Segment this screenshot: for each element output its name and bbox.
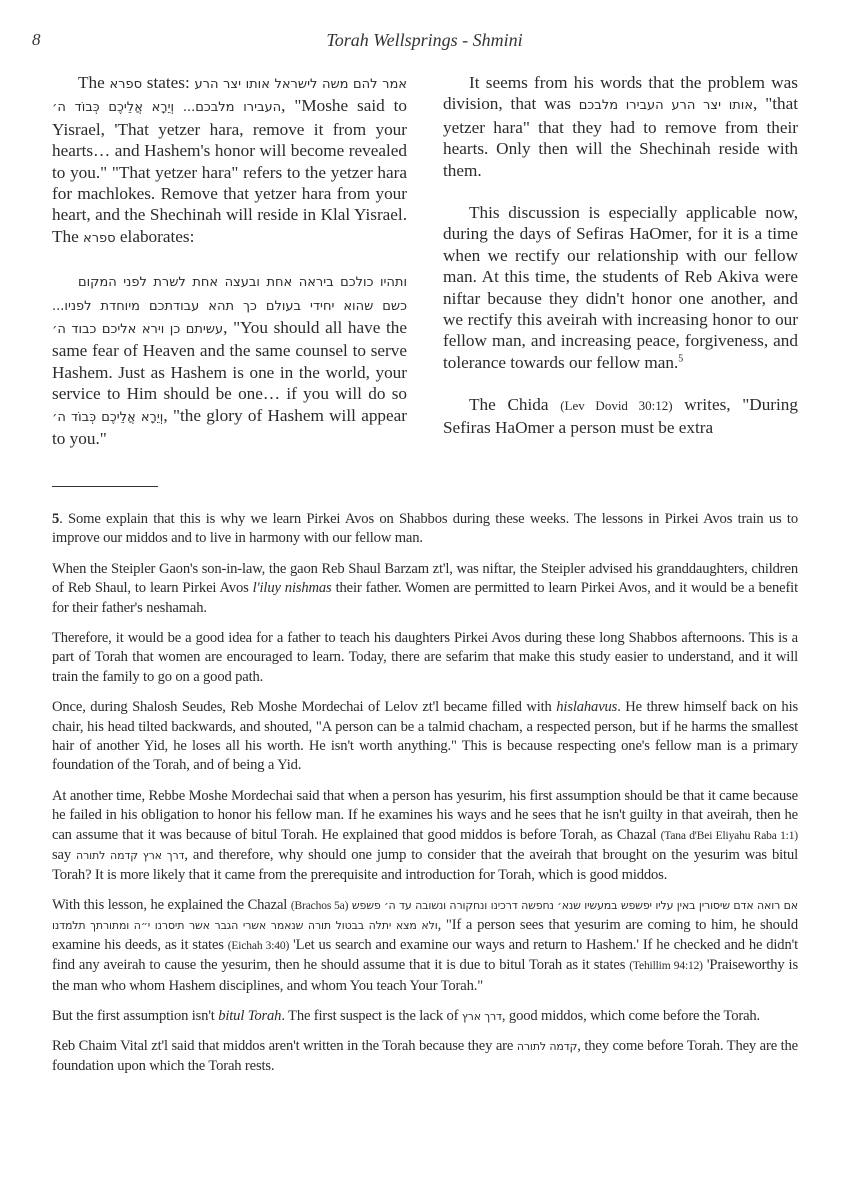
text: , good middos, which come before the Torah.	[501, 1007, 761, 1024]
italic-term: bitul Torah	[218, 1007, 282, 1024]
text: states:	[142, 73, 195, 92]
footnote-paragraph-steipler	[52, 560, 798, 618]
text: , "that yetzer hara" that they had to remove from their hearts. Only then will the Shechinah reside with them.	[443, 94, 798, 180]
paragraph-sifra-states	[52, 72, 407, 249]
footnote-number: 5	[52, 511, 60, 527]
hebrew-quote: וְיֵרָא אֲלֵיכֶם כְּבוֹד ה׳	[52, 409, 164, 425]
text: . Some explain that this is why we learn Pirkei Avos on Shabbos during these weeks. The lessons in Pirkei Avos train us to improve our middos and to live in harmony with our fellow man.	[52, 511, 798, 547]
page-header	[0, 30, 849, 54]
text: elaborates:	[115, 226, 195, 246]
italic-term: hislahavus	[556, 699, 618, 716]
text: Once, during Shalosh Seudes, Reb Moshe Mordechai of Lelov zt'l became filled with	[52, 699, 557, 716]
footnote-paragraph-first-assumption	[52, 1007, 798, 1026]
text: Reb Chaim Vital zt'l said that middos aren't written in the Torah because they are	[52, 1038, 517, 1055]
text: At another time, Rebbe Moshe Mordechai said that when a person has yesurim, his first assumption should be that it came because he failed in his obligation to honor his fellow man. If he examines his ways and he sees that he isn't guilty in that aveirah, then he can assume that it was because of bitul Torah. He explained that good middos is before Torah, as Chazal	[52, 787, 798, 843]
text: . The first suspect is the lack of	[281, 1007, 462, 1024]
text: When the Steipler Gaon's son-in-law, the gaon Reb Shaul Barzam zt'l, was niftar, the Steipler advised his granddaughters, children of Reb Shaul, to learn Pirkei Avos	[52, 560, 798, 597]
hebrew-quote: דרך ארץ	[461, 1009, 502, 1023]
text: , "Moshe said to Yisrael, 'That yetzer hara, remove it from your hearts… and Hashem's honor will become revealed to you." "That yetzer hara" refers to the yetzer hara for machlokes. Remove that yetzer hara from your heart, and the Shechinah will reside in Klal Yisrael. The	[52, 96, 407, 246]
text: , they come before Torah. They are the foundation upon which the Torah rests.	[52, 1038, 799, 1074]
footnote-paragraph-chaim-vital	[52, 1037, 798, 1076]
hebrew-quote: אותו יצר הרע העבירו מלבכם	[578, 98, 754, 114]
text: With this lesson, he explained the Chazal	[52, 896, 291, 913]
paragraph-problem-division	[443, 72, 798, 181]
citation: (Lev Dovid 30:12)	[560, 398, 673, 414]
left-column	[52, 72, 407, 471]
text: The Chida	[469, 395, 561, 415]
footnote-paragraph-yesurim	[52, 787, 798, 885]
paragraph-sifra-elaborates	[52, 270, 407, 449]
italic-term: l'iluy nishmas	[252, 580, 332, 597]
citation: (Eichah 3:40)	[227, 939, 290, 952]
paragraph-sefiras-haomer	[443, 202, 798, 373]
text: , and therefore, why should one jump to consider that the aveirah that brought on the yesurim was bitul Torah? It is more likely that it came from the prerequisite and introduction for Torah, which is good middos.	[52, 847, 799, 883]
hebrew-quote: דרך ארץ קדמה לתורה	[76, 849, 185, 863]
hebrew-quote: קדמה לתורה	[516, 1040, 578, 1054]
text: , "If a person sees that yesurim are coming to him, he should examine his deeds, as it states	[52, 917, 798, 953]
text: writes, "During Sefiras HaOmer a person must be extra	[443, 395, 798, 437]
hebrew-quote: אמר להם משה לישראל אותו יצר הרע העבירו מלבכם... וְיֵרָא אֲלֵיכֶם כְּבוֹד ה׳	[52, 77, 407, 116]
text: The	[78, 73, 110, 92]
footnote-paragraph-therefore: Therefore, it would be a good idea for a father to teach his daughters Pirkei Avos during these long Shabbos afternoons. This is a part of Torah that women are encouraged to learn. Today, there are sefarim that make this study easier to understand, and it will train the family to go on a good path.	[52, 630, 798, 685]
main-text-columns	[52, 72, 798, 472]
paragraph-chida	[443, 394, 798, 438]
footnote-divider	[52, 486, 158, 487]
text: This discussion is especially applicable now, during the days of Sefiras HaOmer, for it is a time when we rectify our relationship with our fellow man. At this time, the students of Reb Akiva were niftar because they didn't honor one another, and we rectify this aveirah with increasing honor to our fellow man, and increasing peace, forgiveness, and tolerance towards our fellow man.	[443, 203, 798, 372]
text: 'Let us search and examine our ways and return to Hashem.' If he checked and he didn't find any aveirah to cause the yesurim, then he should assume that it is due to bitul Torah as it states	[52, 936, 798, 974]
text: their father. Women are permitted to learn Pirkei Avos, and it would be a benefit for their father's neshamah.	[52, 580, 798, 616]
text: But the first assumption isn't	[52, 1007, 219, 1024]
footnote-reference[interactable]: 5	[678, 353, 684, 365]
hebrew-text: ספרא	[109, 77, 143, 92]
text: It seems from his words that the problem was division, that was	[443, 73, 798, 114]
text: say	[52, 847, 77, 864]
text: 'Praiseworthy is the man who whom Hashem disciplines, and whom You teach Your Torah."	[52, 957, 798, 994]
footnote-paragraph-chazal	[52, 896, 798, 996]
citation: (Tana d'Bei Eliyahu Raba 1:1)	[660, 829, 798, 842]
footnote-5	[52, 510, 798, 549]
hebrew-quote: אם רואה אדם שיסורין באין עליו יפשפש במעשיו שנא׳ נחפשה דרכינו ונחקורה ונשובה עד ה׳ פשפש ולא מצא יתלה בבטול תורה שנאמר אשרי הגבר אשר תיסרנו י״ה ומתורתך תלמדנו	[52, 898, 798, 933]
footnote-paragraph-lelov	[52, 698, 798, 776]
footnotes-section	[52, 510, 798, 1087]
text: , "You should all have the same fear of Heaven and the same counsel to serve Hashem. Just as Hashem is one in the world, your service to Him should be one… if you will do so	[52, 318, 407, 404]
citation: (Brachos 5a)	[290, 899, 349, 912]
page-number: 8	[32, 30, 41, 49]
text: . He threw himself back on his chair, his head tilted backwards, and shouted, "A person can be a talmid chacham, a respected person, but if he harms the smallest hair of another Yid, he loses all his worth. He isn't worth anything." This is because respecting one's fellow man is a primary foundation of the Torah, and of being a Yid.	[52, 699, 798, 774]
text: , "the glory of Hashem will appear to you."	[52, 405, 407, 449]
right-column	[443, 72, 798, 459]
running-title: Torah Wellsprings - Shmini	[326, 30, 523, 50]
hebrew-text: ספרא	[83, 230, 116, 246]
hebrew-quote: ותהיו כולכם ביראה אחת ובעצה אחת לשרת לפני המקום כשם שהוא יחידי בעולם כך תהא עבודתכם מיוחדת לפניו... עשיתם כן וירא אליכם כבוד ה׳	[52, 275, 407, 338]
citation: (Tehillim 94:12)	[629, 960, 703, 973]
